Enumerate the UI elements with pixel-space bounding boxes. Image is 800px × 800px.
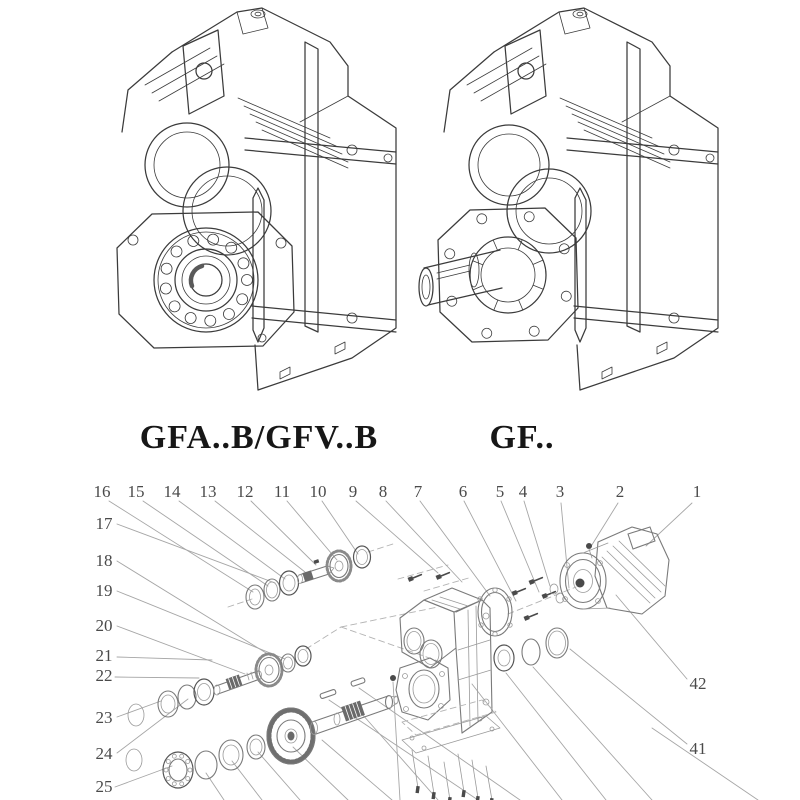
lock-nut-part	[295, 646, 311, 666]
housing-cover-and-gasket	[402, 700, 500, 800]
callout-8: 8	[378, 482, 388, 501]
callout-7: 7	[413, 482, 423, 501]
pinion-shaft-part	[214, 671, 262, 695]
output-shaft-assembly	[126, 677, 398, 788]
callout-4: 4	[518, 482, 528, 501]
input-bearing-and-rings	[494, 628, 568, 671]
output-shaft-part	[311, 696, 399, 735]
bearing-part	[194, 679, 214, 705]
plate-hole	[518, 63, 534, 79]
seal-part	[126, 749, 142, 771]
vent-plug-icon	[573, 10, 587, 18]
input-shaft-assembly	[246, 546, 371, 609]
callout-numbers	[94, 482, 707, 796]
output-flange-face	[419, 208, 578, 342]
circlip-part	[522, 639, 540, 665]
plate-hole	[196, 63, 212, 79]
callout-1: 1	[692, 482, 702, 501]
motor-flange	[560, 553, 606, 609]
seal-part	[128, 704, 144, 726]
hollow-shaft-bearing-face	[117, 212, 294, 348]
callout-18: 18	[95, 551, 113, 570]
mounting-feet	[602, 342, 667, 379]
callout-12: 12	[236, 482, 254, 501]
vent-plug-icon	[251, 10, 265, 18]
model-label-right: GF..	[489, 419, 555, 456]
callout-17: 17	[95, 514, 113, 533]
exploded-view	[94, 482, 759, 800]
callout-24: 24	[95, 744, 113, 763]
callout-5: 5	[495, 482, 505, 501]
adapter-flange-ring	[478, 588, 512, 636]
cover-stud-bolts	[412, 750, 494, 800]
key-part	[320, 689, 337, 699]
side-straps	[245, 42, 396, 342]
key-part	[351, 677, 366, 686]
callout-14: 14	[163, 482, 181, 501]
terminal-box	[628, 527, 655, 549]
callout-41: 41	[689, 739, 707, 758]
callout-3: 3	[555, 482, 565, 501]
callout-21: 21	[95, 646, 113, 665]
side-straps	[567, 42, 718, 342]
callout-10: 10	[309, 482, 327, 501]
callout-15: 15	[127, 482, 145, 501]
gear-part	[256, 654, 282, 686]
callout-22: 22	[95, 666, 113, 685]
callout-23: 23	[95, 708, 113, 727]
callout-6: 6	[458, 482, 468, 501]
output-shaft	[419, 250, 502, 306]
upper-bores	[145, 123, 271, 255]
gearbox-drawing-right	[419, 8, 718, 390]
mounting-feet	[280, 342, 345, 379]
bearing-part	[494, 645, 514, 671]
callout-42: 42	[689, 674, 707, 693]
snap-ring-part	[178, 685, 196, 709]
ring-part	[546, 628, 568, 658]
gear-part	[327, 551, 351, 581]
roller-bearing-part	[163, 752, 193, 788]
callout-20: 20	[95, 616, 113, 635]
callout-16: 16	[93, 482, 111, 501]
callout-25: 25	[95, 777, 113, 796]
motor-bolt	[586, 543, 592, 549]
model-label-left: GFA..B/GFV..B	[139, 419, 379, 456]
callout-11: 11	[273, 482, 291, 501]
callout-19: 19	[95, 581, 113, 600]
leader-lines	[109, 501, 758, 800]
output-gear-part	[267, 708, 315, 764]
gearbox-drawing-left	[117, 8, 396, 390]
snap-ring-part	[195, 751, 217, 779]
callout-9: 9	[348, 482, 358, 501]
callout-13: 13	[199, 482, 217, 501]
callout-2: 2	[615, 482, 625, 501]
upper-bores	[469, 125, 591, 253]
key-part	[313, 559, 319, 564]
